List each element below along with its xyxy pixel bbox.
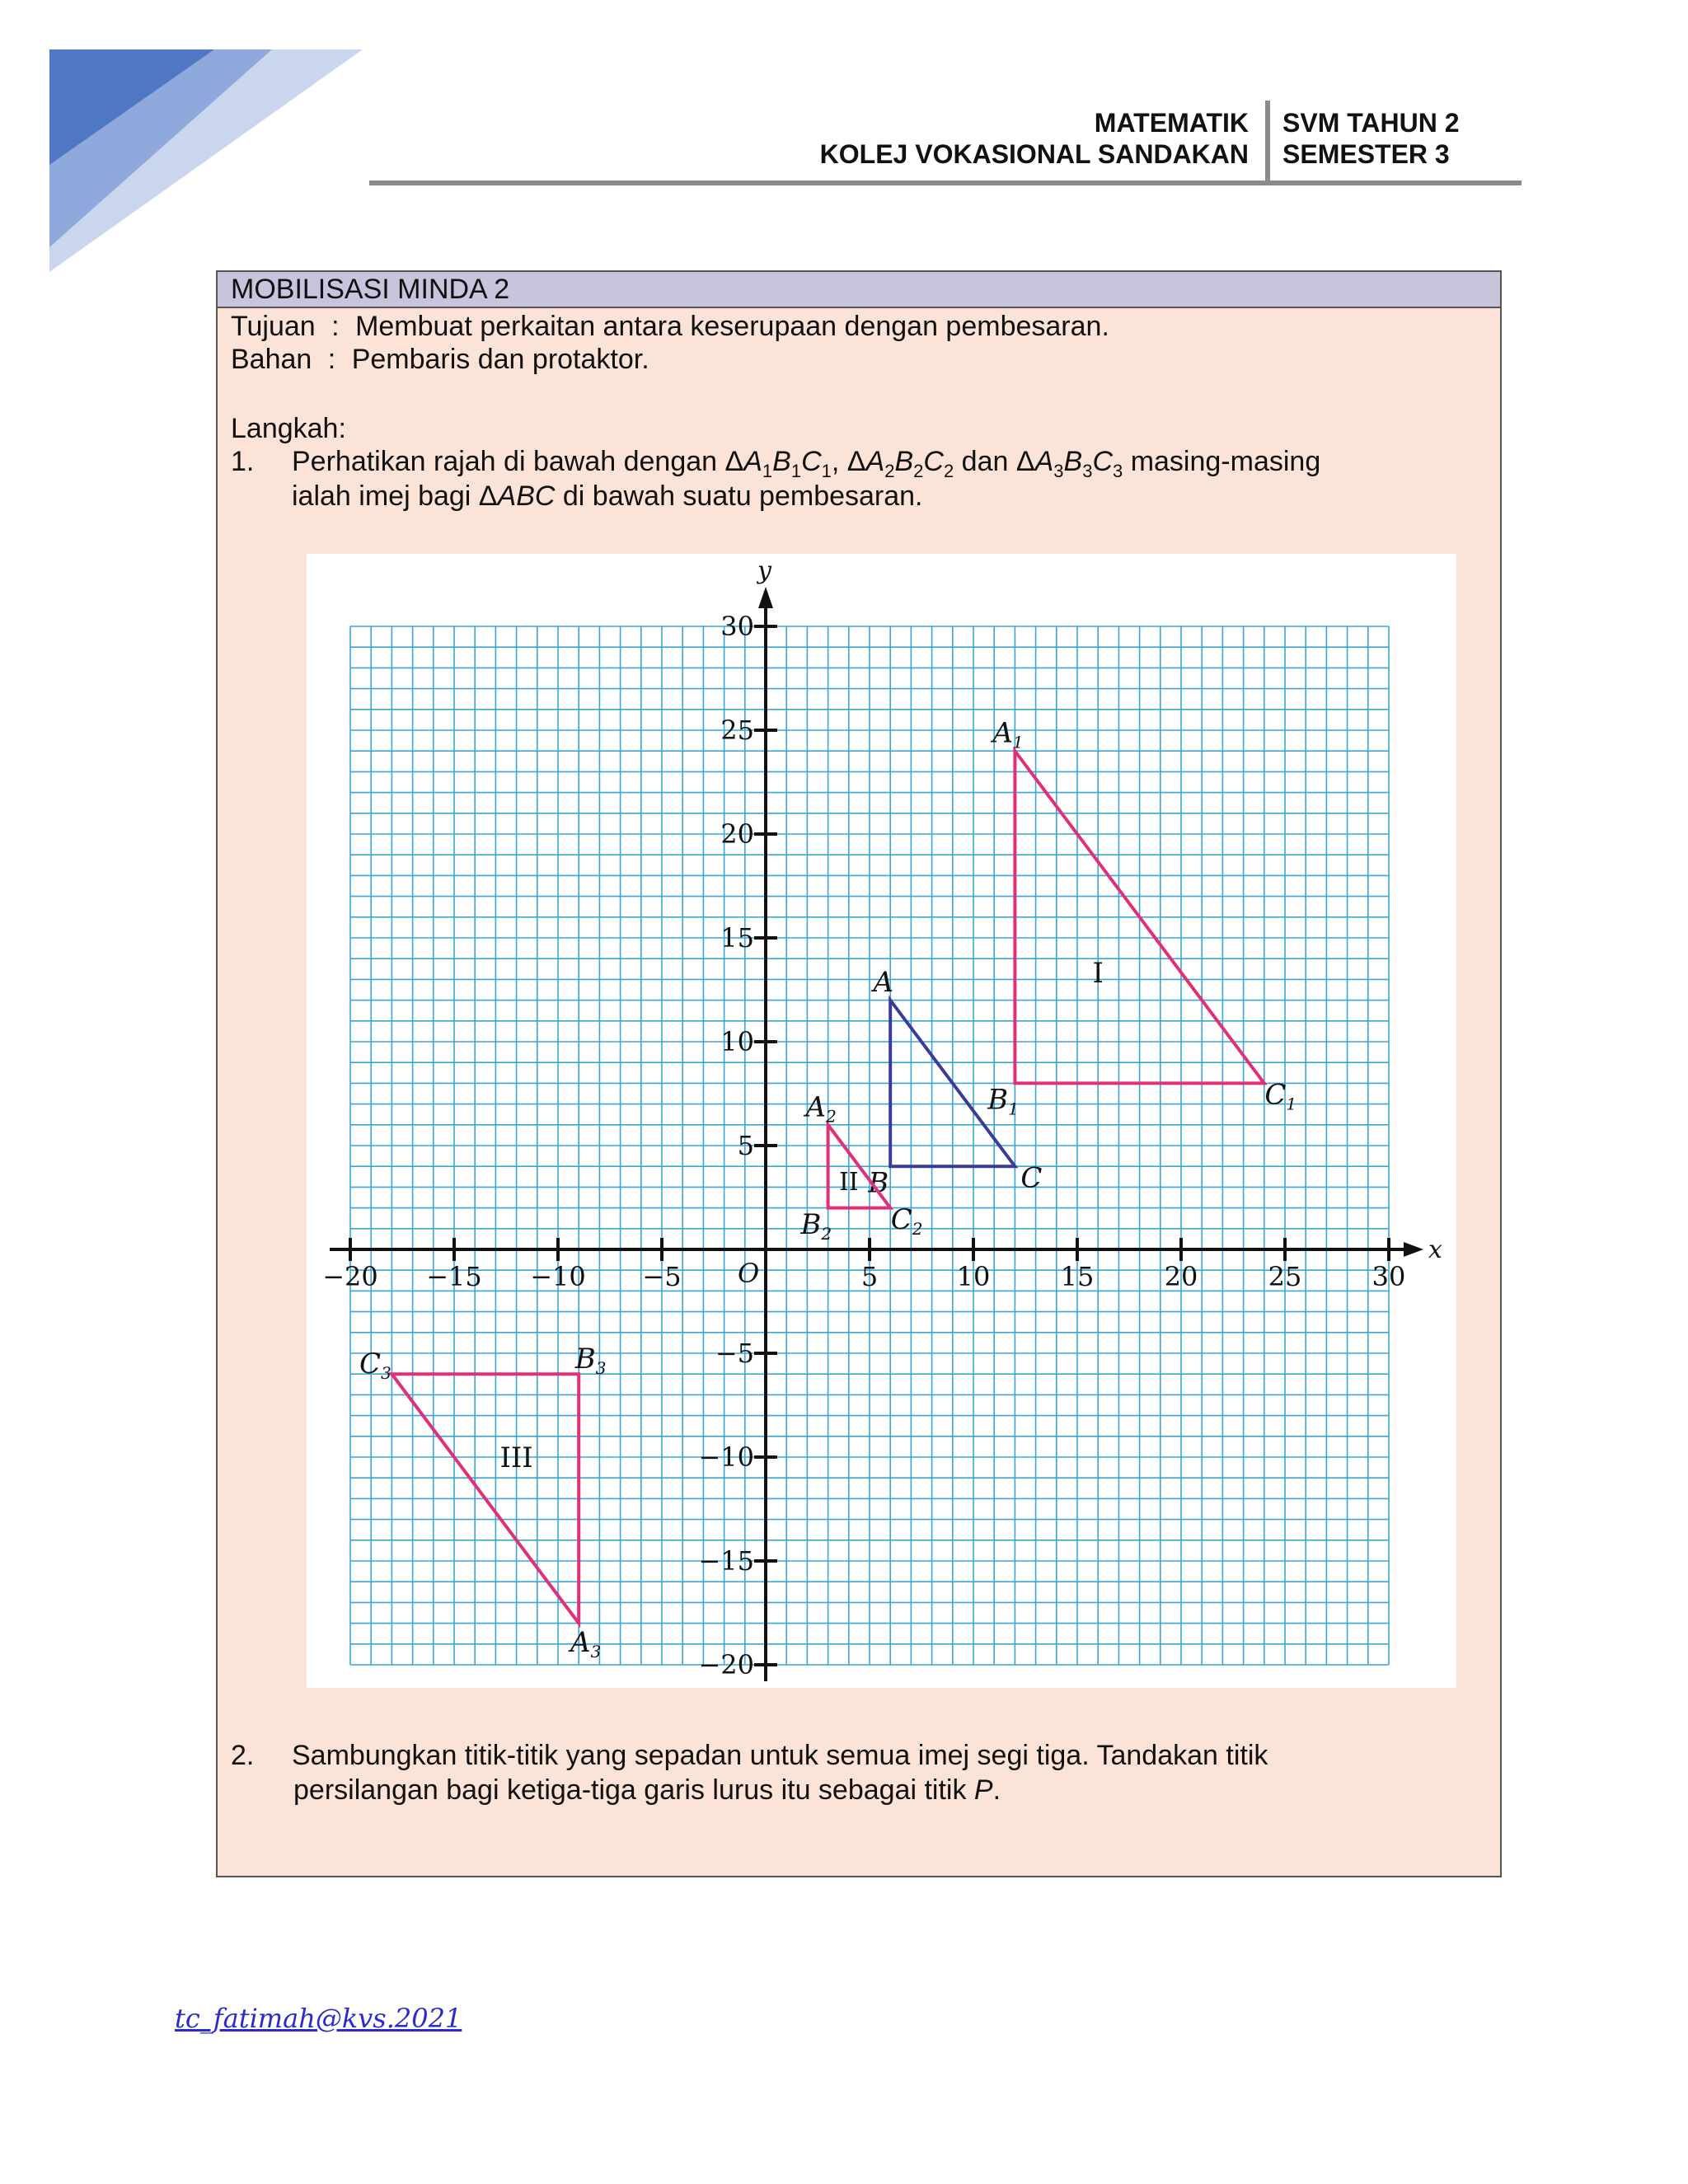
y-tick-label: −10 <box>698 1441 754 1473</box>
vertex-label-a2: $A_2$ <box>805 1090 837 1127</box>
origin-label: O <box>738 1258 760 1289</box>
x-axis-label: x <box>1428 1235 1442 1264</box>
vertex-label-a: A <box>873 966 894 1000</box>
vertex-label-b3: $B_3$ <box>574 1343 607 1378</box>
vertex-label-c3: $C_3$ <box>359 1347 392 1383</box>
x-tick-label: 25 <box>1268 1261 1302 1292</box>
y-axis-label: y <box>757 556 771 585</box>
header-rule <box>369 180 1522 185</box>
x-tick-label: −20 <box>322 1261 378 1292</box>
header-subject: MATEMATIK <box>1094 108 1249 138</box>
aim-label: Tujuan <box>231 311 316 342</box>
y-tick-label: 10 <box>720 1026 754 1057</box>
header-semester: SEMESTER 3 <box>1282 139 1450 169</box>
y-tick-label: −5 <box>715 1338 754 1369</box>
header-right <box>1282 107 1460 170</box>
vertex-label-b2: $B_2$ <box>800 1207 832 1244</box>
vertex-label-a3: $A_3$ <box>570 1626 602 1662</box>
header-course: SVM TAHUN 2 <box>1282 108 1460 138</box>
vertex-label-c1: $C_1$ <box>1264 1078 1297 1114</box>
materials-sep: : <box>327 344 336 375</box>
vertex-label-c2: $C_2$ <box>890 1202 923 1239</box>
vertex-label-c: C <box>1020 1161 1043 1195</box>
vertex-label-b: B <box>868 1166 889 1200</box>
y-tick-label: 20 <box>720 818 754 850</box>
vertex-label-b1: $B_1$ <box>987 1083 1019 1119</box>
x-tick-label: 20 <box>1164 1261 1198 1292</box>
triangle-roman-label: II <box>838 1168 859 1197</box>
aim-sep: : <box>331 311 340 342</box>
y-tick-label: 25 <box>720 715 754 746</box>
y-tick-label: −20 <box>698 1649 754 1680</box>
header-college: KOLEJ VOKASIONAL SANDAKAN <box>819 139 1249 169</box>
point-p: P <box>973 1774 993 1806</box>
materials-label: Bahan <box>231 344 312 375</box>
x-tick-label: −5 <box>642 1261 682 1292</box>
header-divider <box>1265 101 1270 183</box>
x-tick-label: −10 <box>530 1261 586 1292</box>
x-tick-label: 15 <box>1060 1261 1095 1292</box>
y-tick-label: 15 <box>720 922 754 954</box>
steps-label: Langkah: <box>231 413 346 444</box>
y-tick-label: 5 <box>737 1130 754 1161</box>
step2-number: 2. <box>231 1740 255 1771</box>
x-tick-label: 30 <box>1372 1261 1406 1292</box>
step1-line2: ialah imej bagi ΔABC di bawah suatu pembesaran. <box>292 480 923 512</box>
x-tick-label: 10 <box>956 1261 991 1292</box>
step2-line2: persilangan bagi ketiga-tiga garis lurus itu sebagai titik P. <box>293 1774 1001 1806</box>
x-axis-arrow <box>1404 1242 1423 1257</box>
materials-line <box>231 343 649 376</box>
x-tick-label: −15 <box>426 1261 482 1292</box>
vertex-label-a1: $A_1$ <box>992 716 1024 752</box>
aim-text: Membuat perkaitan antara keserupaan dengan pembesaran. <box>355 311 1109 342</box>
step1-line1: Perhatikan rajah di bawah dengan $\Delta A_1B_1C_1$, $\Delta A_2B_2C_2$ dan $\Delta A_3B_3C_3$ masing-masing <box>292 446 1321 481</box>
header-left <box>742 107 1249 170</box>
triangle-roman-label: III <box>499 1441 533 1474</box>
materials-text: Pembaris dan protaktor. <box>351 344 649 375</box>
x-tick-label: 5 <box>860 1261 879 1292</box>
activity-title: MOBILISASI MINDA 2 <box>218 272 1500 308</box>
y-tick-label: −15 <box>698 1545 754 1577</box>
coordinate-figure <box>307 554 1456 1688</box>
y-axis-arrow <box>758 587 773 608</box>
coordinate-plane <box>307 554 1456 1688</box>
step2-line1: Sambungkan titik-titik yang sepadan untuk semua imej segi tiga. Tandakan titik <box>292 1740 1268 1771</box>
corner-decoration <box>0 0 379 280</box>
step1-number: 1. <box>231 446 255 477</box>
triangle-roman-label: I <box>1092 957 1104 990</box>
y-tick-label: 30 <box>720 611 754 642</box>
aim-line <box>231 310 1109 343</box>
footer-email: tc_fatimah@kvs.2021 <box>175 2003 462 2034</box>
